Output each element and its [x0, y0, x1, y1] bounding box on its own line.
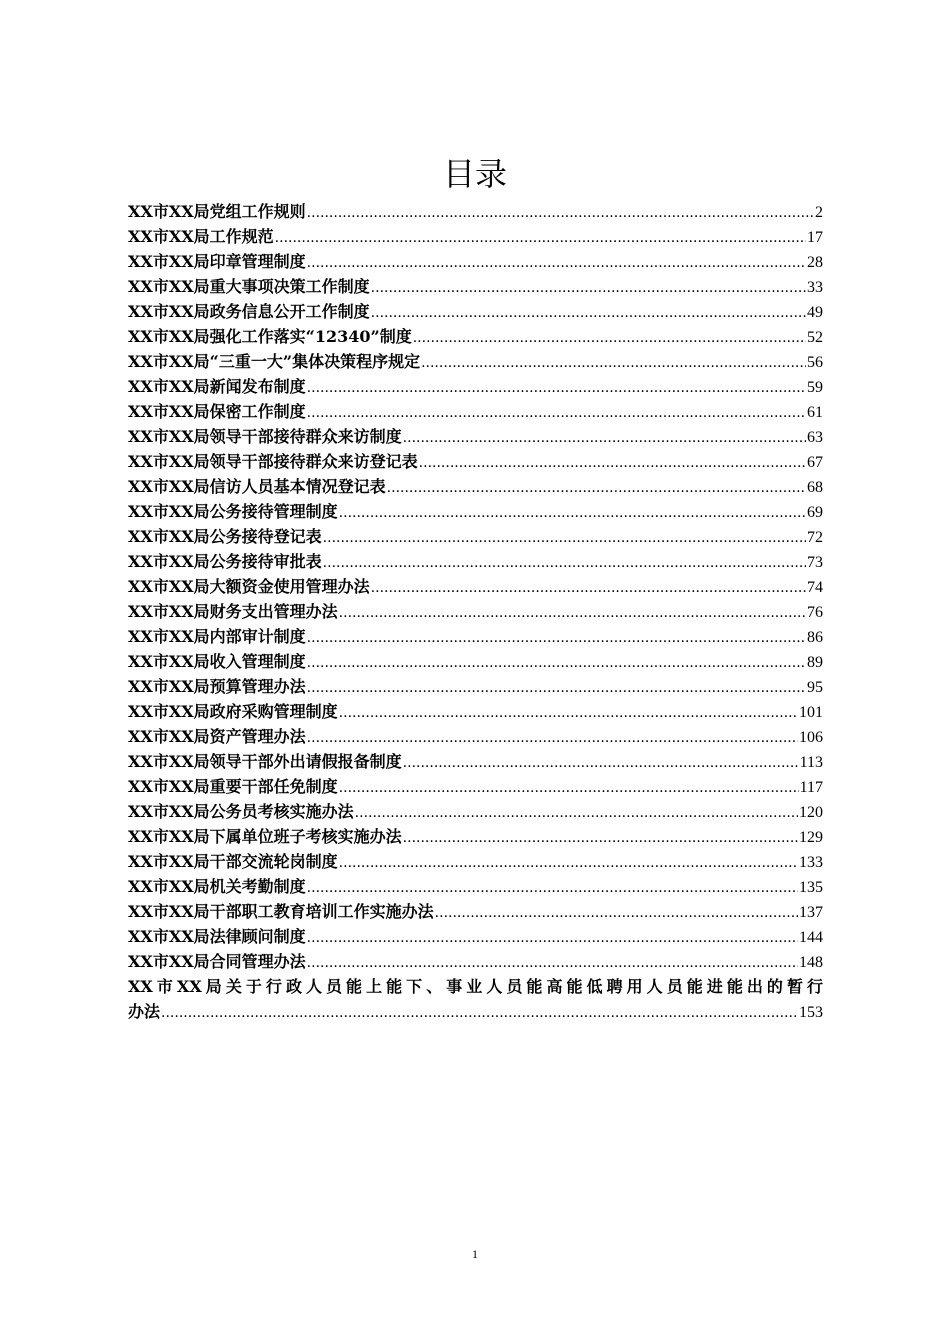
toc-entry-title: XX市XX局公务接待管理制度 — [128, 502, 338, 521]
toc-entry-page: 49 — [807, 304, 823, 321]
toc-entry-long-line1[interactable] — [128, 974, 823, 999]
toc-entry-title: XX市XX局关于行政人员能上能下、事业人员能高能低聘用人员能进能出的暂行 — [128, 977, 823, 996]
toc-entry-title: XX市XX局公务员考核实施办法 — [128, 802, 354, 821]
dot-leader — [307, 251, 806, 276]
toc-entry-page: 59 — [807, 379, 823, 396]
toc-entry[interactable] — [128, 799, 823, 824]
dot-leader — [339, 776, 799, 801]
toc-entry-page: 67 — [807, 454, 823, 471]
dot-leader — [421, 351, 806, 376]
toc-entry[interactable] — [128, 924, 823, 949]
toc-entry[interactable] — [128, 249, 823, 274]
toc-entry-page: 17 — [807, 229, 823, 246]
dot-leader — [403, 751, 799, 776]
toc-entry-title: XX市XX局新闻发布制度 — [128, 377, 306, 396]
toc-entry[interactable] — [128, 874, 823, 899]
toc-entry-title: XX市XX局收入管理制度 — [128, 652, 306, 671]
toc-entry-page: 113 — [799, 754, 823, 771]
toc-entry-title: XX市XX局公务接待审批表 — [128, 552, 322, 571]
toc-entry[interactable] — [128, 199, 823, 224]
toc-entry-page: 72 — [807, 529, 823, 546]
toc-entry[interactable] — [128, 424, 823, 449]
toc-entry[interactable] — [128, 574, 823, 599]
toc-entry-title: XX市XX局干部职工教育培训工作实施办法 — [128, 902, 434, 921]
toc-entry-title: XX市XX局印章管理制度 — [128, 252, 306, 271]
toc-entry-page: 73 — [807, 554, 823, 571]
dot-leader — [355, 801, 798, 826]
toc-entry[interactable] — [128, 699, 823, 724]
toc-entry[interactable] — [128, 949, 823, 974]
toc-entry[interactable] — [128, 299, 823, 324]
toc-entry-page: 86 — [807, 629, 823, 646]
toc-entry[interactable] — [128, 824, 823, 849]
toc-entry-title: XX市XX局强化工作落实“12340”制度 — [128, 327, 412, 346]
toc-entry-page: 153 — [799, 1004, 823, 1021]
toc-entry-page: 61 — [807, 404, 823, 421]
dot-leader — [403, 426, 806, 451]
toc-entry-page: 117 — [799, 779, 823, 796]
dot-leader — [275, 226, 806, 251]
toc-entry[interactable] — [128, 649, 823, 674]
dot-leader — [339, 851, 798, 876]
dot-leader — [419, 451, 806, 476]
toc-entry[interactable] — [128, 724, 823, 749]
toc-entry-title: XX市XX局“三重一大”集体决策程序规定 — [128, 352, 421, 371]
dot-leader — [371, 276, 806, 301]
dot-leader — [387, 476, 806, 501]
toc-entry-page: 148 — [799, 954, 823, 971]
toc-entry-page: 129 — [799, 829, 823, 846]
dot-leader — [307, 876, 798, 901]
toc-entry-page: 135 — [799, 879, 823, 896]
toc-entry-long-line2[interactable] — [128, 999, 823, 1024]
dot-leader — [307, 201, 814, 226]
toc-entry-page: 2 — [815, 204, 823, 221]
toc-entry-title: XX市XX局内部审计制度 — [128, 627, 306, 646]
toc-entry-page: 89 — [807, 654, 823, 671]
toc-entry[interactable] — [128, 674, 823, 699]
toc-entry-title: 办法 — [128, 1002, 161, 1021]
dot-leader — [307, 926, 798, 951]
toc-entry[interactable] — [128, 499, 823, 524]
toc-entry-title: XX市XX局预算管理办法 — [128, 677, 306, 696]
toc-entry[interactable] — [128, 749, 823, 774]
toc-entry-page: 101 — [799, 704, 823, 721]
toc-entry-title: XX市XX局领导干部接待群众来访制度 — [128, 427, 402, 446]
toc-entry[interactable] — [128, 399, 823, 424]
dot-leader — [371, 301, 806, 326]
dot-leader — [339, 601, 806, 626]
toc-entry-title: XX市XX局重大事项决策工作制度 — [128, 277, 370, 296]
toc-entry-page: 28 — [807, 254, 823, 271]
toc-entry-title: XX市XX局领导干部接待群众来访登记表 — [128, 452, 418, 471]
toc-entry-title: XX市XX局法律顾问制度 — [128, 927, 306, 946]
toc-entry-page: 69 — [807, 504, 823, 521]
toc-entry[interactable] — [128, 349, 823, 374]
toc-entry[interactable] — [128, 549, 823, 574]
dot-leader — [413, 326, 806, 351]
toc-entry-title: XX市XX局政府采购管理制度 — [128, 702, 338, 721]
dot-leader — [307, 676, 806, 701]
toc-entry[interactable] — [128, 899, 823, 924]
toc-entry-title: XX市XX局干部交流轮岗制度 — [128, 852, 338, 871]
page-title: 目录 — [442, 155, 507, 193]
dot-leader — [307, 951, 798, 976]
dot-leader — [339, 501, 806, 526]
toc-entry-title: XX市XX局党组工作规则 — [128, 202, 306, 221]
dot-leader — [307, 626, 806, 651]
toc-entry-page: 76 — [807, 604, 823, 621]
toc-entry-title: XX市XX局资产管理办法 — [128, 727, 306, 746]
toc-entry[interactable] — [128, 449, 823, 474]
toc-entry[interactable] — [128, 599, 823, 624]
toc-entry-page: 137 — [799, 904, 823, 921]
dot-leader — [339, 701, 798, 726]
toc-entry-title: XX市XX局公务接待登记表 — [128, 527, 322, 546]
dot-leader — [161, 1001, 798, 1026]
toc-entry-title: XX市XX局信访人员基本情况登记表 — [128, 477, 386, 496]
dot-leader — [307, 401, 806, 426]
toc-entry[interactable] — [128, 524, 823, 549]
toc-entry-page: 144 — [799, 929, 823, 946]
toc-entry-page: 63 — [807, 429, 823, 446]
toc-entry-page: 52 — [807, 329, 823, 346]
dot-leader — [307, 726, 798, 751]
dot-leader — [371, 576, 806, 601]
table-of-contents — [128, 199, 823, 1024]
toc-entry-page: 74 — [807, 579, 823, 596]
toc-entry[interactable] — [128, 849, 823, 874]
dot-leader — [403, 826, 798, 851]
toc-entry-page: 133 — [799, 854, 823, 871]
toc-entry[interactable] — [128, 224, 823, 249]
dot-leader — [323, 526, 806, 551]
toc-entry[interactable] — [128, 274, 823, 299]
toc-entry-title: XX市XX局大额资金使用管理办法 — [128, 577, 370, 596]
dot-leader — [323, 551, 806, 576]
toc-entry-page: 95 — [807, 679, 823, 696]
toc-entry-title: XX市XX局下属单位班子考核实施办法 — [128, 827, 402, 846]
toc-entry-title: XX市XX局领导干部外出请假报备制度 — [128, 752, 402, 771]
toc-entry-title: XX市XX局保密工作制度 — [128, 402, 306, 421]
toc-entry-page: 56 — [807, 354, 823, 371]
toc-entry[interactable] — [128, 624, 823, 649]
toc-entry-title: XX市XX局工作规范 — [128, 227, 274, 246]
toc-entry[interactable] — [128, 374, 823, 399]
toc-entry-title: XX市XX局合同管理办法 — [128, 952, 306, 971]
toc-entry-title: XX市XX局机关考勤制度 — [128, 877, 306, 896]
toc-entry[interactable] — [128, 774, 823, 799]
toc-entry-page: 33 — [807, 279, 823, 296]
toc-entry-title: XX市XX局财务支出管理办法 — [128, 602, 338, 621]
toc-entry[interactable] — [128, 324, 823, 349]
toc-entry[interactable] — [128, 474, 823, 499]
page-number: 1 — [472, 1247, 478, 1261]
toc-entry-page: 120 — [799, 804, 823, 821]
toc-entry-title: XX市XX局重要干部任免制度 — [128, 777, 338, 796]
toc-entry-page: 106 — [799, 729, 823, 746]
dot-leader — [435, 901, 798, 926]
dot-leader — [307, 651, 806, 676]
dot-leader — [307, 376, 806, 401]
toc-entry-page: 68 — [807, 479, 823, 496]
toc-entry-title: XX市XX局政务信息公开工作制度 — [128, 302, 370, 321]
